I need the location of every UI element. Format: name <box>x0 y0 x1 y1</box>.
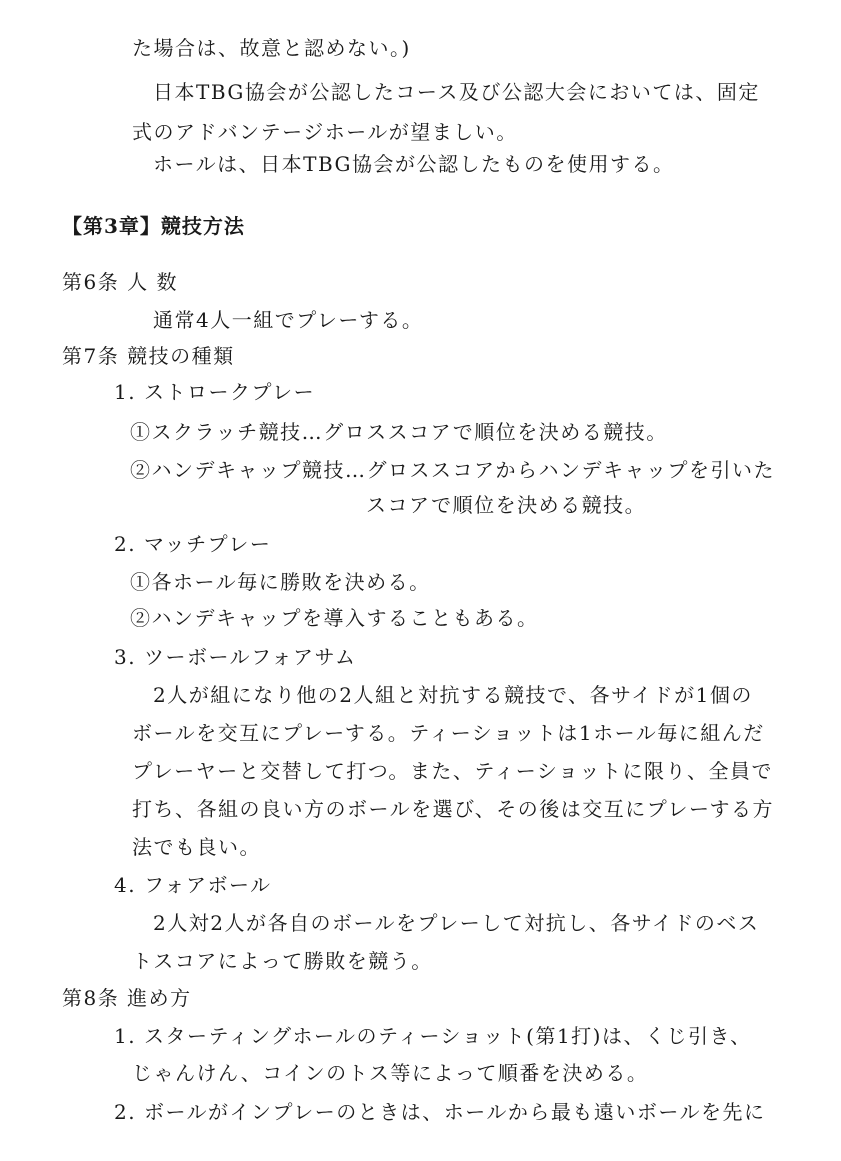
article-7-label: 第7条 競技の種類 <box>62 344 235 368</box>
intro-line-3: 式のアドバンテージホールが望ましい。 <box>132 120 518 144</box>
article-7-item-2-sub-2: ②ハンデキャップを導入することもある。 <box>130 606 539 630</box>
intro-line-2: 日本TBG協会が公認したコース及び公認大会においては、固定 <box>153 80 760 104</box>
article-7-item-1-sub-2-line-1: ②ハンデキャップ競技…グロススコアからハンデキャップを引いた <box>130 458 775 482</box>
article-7-item-3-line: 打ち、各組の良い方のボールを選び、その後は交互にプレーする方 <box>132 797 774 821</box>
article-7-item-3-line: 法でも良い。 <box>132 835 261 859</box>
article-6-label: 第6条 人 数 <box>62 270 178 294</box>
article-7-item-1-title: 1. ストロークプレー <box>114 380 316 404</box>
article-8-item-1-line-1: 1. スターティングホールのティーショット(第1打)は、くじ引き、 <box>114 1024 752 1048</box>
chapter-heading: 【第3章】競技方法 <box>62 214 245 238</box>
article-7-item-4-line: 2人対2人が各自のボールをプレーして対抗し、各サイドのベス <box>153 911 760 935</box>
article-8-label: 第8条 進め方 <box>62 986 192 1010</box>
article-7-item-3-line: ボールを交互にプレーする。ティーショットは1ホール毎に組んだ <box>132 721 765 745</box>
article-6-body: 通常4人一組でプレーする。 <box>153 308 424 332</box>
intro-line-1: た場合は、故意と認めない。) <box>132 36 411 60</box>
article-7-item-3-line: 2人が組になり他の2人組と対抗する競技で、各サイドが1個の <box>153 683 753 707</box>
article-7-item-2-sub-1: ①各ホール毎に勝敗を決める。 <box>130 570 431 594</box>
article-7-item-2-title: 2. マッチプレー <box>114 532 272 556</box>
article-7-item-3-title: 3. ツーボールフォアサム <box>114 645 357 669</box>
article-8-item-1-line-2: じゃんけん、コインのトス等によって順番を決める。 <box>132 1061 649 1085</box>
article-7-item-4-title: 4. フォアボール <box>114 873 272 897</box>
article-7-item-1-sub-2-line-2: スコアで順位を決める競技。 <box>366 493 647 517</box>
article-7-item-1-sub-1: ①スクラッチ競技…グロススコアで順位を決める競技。 <box>130 420 668 444</box>
article-7-item-3-line: プレーヤーと交替して打つ。また、ティーショットに限り、全員で <box>132 759 773 783</box>
intro-line-4: ホールは、日本TBG協会が公認したものを使用する。 <box>153 152 675 176</box>
article-7-item-4-line: トスコアによって勝敗を競う。 <box>132 949 433 973</box>
article-8-item-2-line-1: 2. ボールがインプレーのときは、ホールから最も遠いボールを先に <box>114 1100 766 1124</box>
